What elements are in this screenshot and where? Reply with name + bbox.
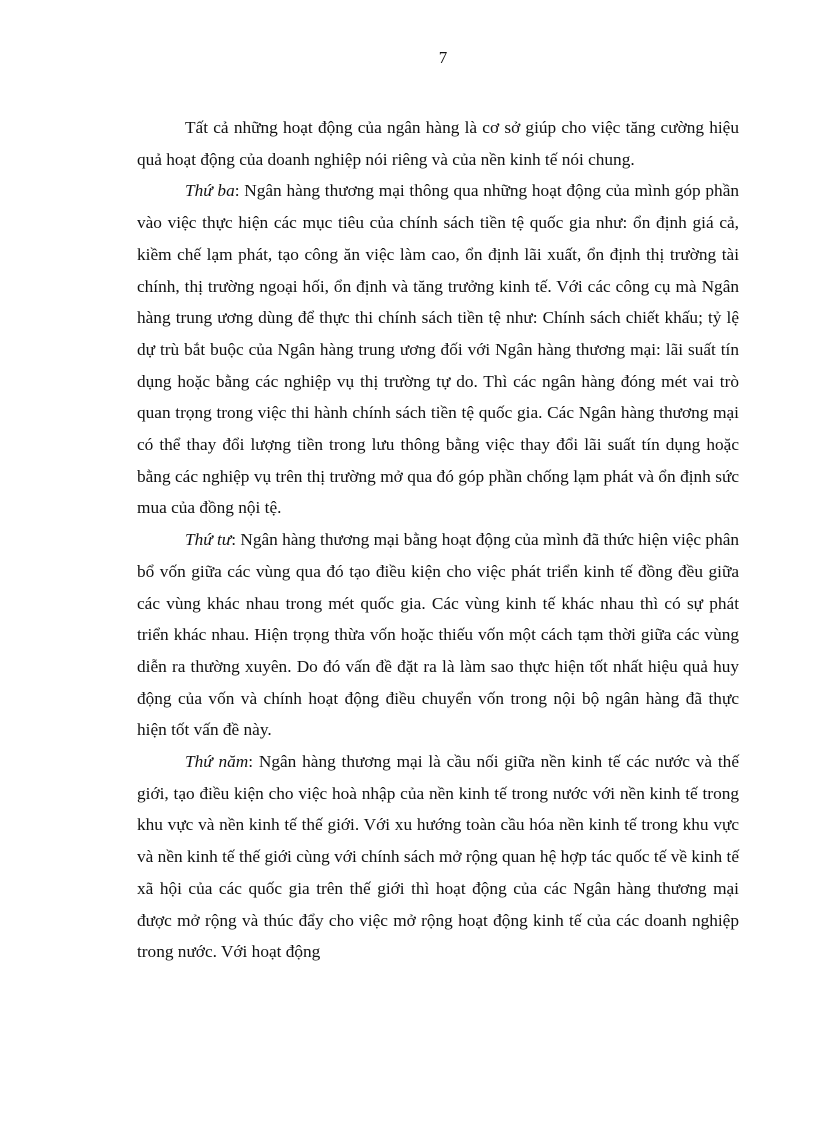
paragraph-4-lead: Thứ năm — [185, 752, 249, 772]
paragraph-4 — [137, 746, 739, 968]
paragraph-3-lead: Thứ tư — [185, 530, 232, 550]
paragraph-2-lead: Thứ ba — [185, 181, 235, 201]
page-number: 7 — [438, 48, 448, 67]
paragraph-1-text: Tất cả những hoạt động của ngân hàng là cơ sở giúp cho việc tăng cường hiệu quả hoạt động của doanh nghiệp nói riêng và của nền kinh tế nói chung. — [137, 118, 739, 169]
paragraph-3 — [137, 524, 739, 746]
paragraph-2-text: : Ngân hàng thương mại thông qua những hoạt động của mình góp phần vào việc thực hiện các mục tiêu của chính sách tiền tệ quốc gia như: ổn định giá cả, kiềm chế lạm phát, tạo công ăn việc làm cao, ổn định lãi xuất, ổn định thị trường tài chính, thị trường ngoại hối, ổn định và tăng trưởng kinh tế. Với các công cụ mà Ngân hàng trung ương dùng để thực thi chính sách tiền tệ như: Chính sách chiết khấu; tỷ lệ dự trù bắt buộc của Ngân hàng trung ương đối với Ngân hàng thương mại: lãi suất tín dụng hoặc bằng các nghiệp vụ thị trường tự do. Thì các ngân hàng đóng mét vai trò quan trọng trong việc thi hành chính sách tiền tệ quốc gia. Các Ngân hàng thương mại có thể thay đổi lượng tiền trong lưu thông bằng việc thay đổi lãi suất tín dụng hoặc bằng các nghiệp vụ trên thị trường mở qua đó góp phần chống lạm phát và ổn định sức mua của đồng nội tệ. — [137, 181, 739, 518]
document-body — [137, 112, 739, 968]
paragraph-3-text: : Ngân hàng thương mại bằng hoạt động của mình đã thức hiện việc phân bổ vốn giữa các vùng qua đó tạo điều kiện cho việc phát triển kinh tế đồng đều giữa các vùng khác nhau trong mét quốc gia. Các vùng kinh tế khác nhau thì có sự phát triển khác nhau. Hiện trọng thừa vốn hoặc thiếu vốn một cách tạm thời giữa các vùng diễn ra thường xuyên. Do đó vấn đề đặt ra là làm sao thực hiện tốt nhất hiệu quả huy động của vốn và chính hoạt động điều chuyển vốn trong nội bộ ngân hàng đã thực hiện tốt vấn đề này. — [137, 530, 740, 740]
paragraph-4-text: : Ngân hàng thương mại là cầu nối giữa nền kinh tế các nước và thế giới, tạo điều kiện cho việc hoà nhập của nền kinh tế trong nước với nền kinh tế trong khu vực và nền kinh tế thế giới. Với xu hướng toàn cầu hóa nền kinh tế trong khu vực và nền kinh tế thế giới cùng với chính sách mở rộng quan hệ hợp tác quốc tế về kinh tế xã hội của các quốc gia trên thế giới thì hoạt động của các Ngân hàng thương mại được mở rộng và thúc đẩy cho việc mở rộng hoạt động kinh tế của các doanh nghiệp trong nước. Với hoạt động — [137, 752, 739, 962]
paragraph-1 — [137, 112, 739, 175]
paragraph-2 — [137, 175, 739, 524]
